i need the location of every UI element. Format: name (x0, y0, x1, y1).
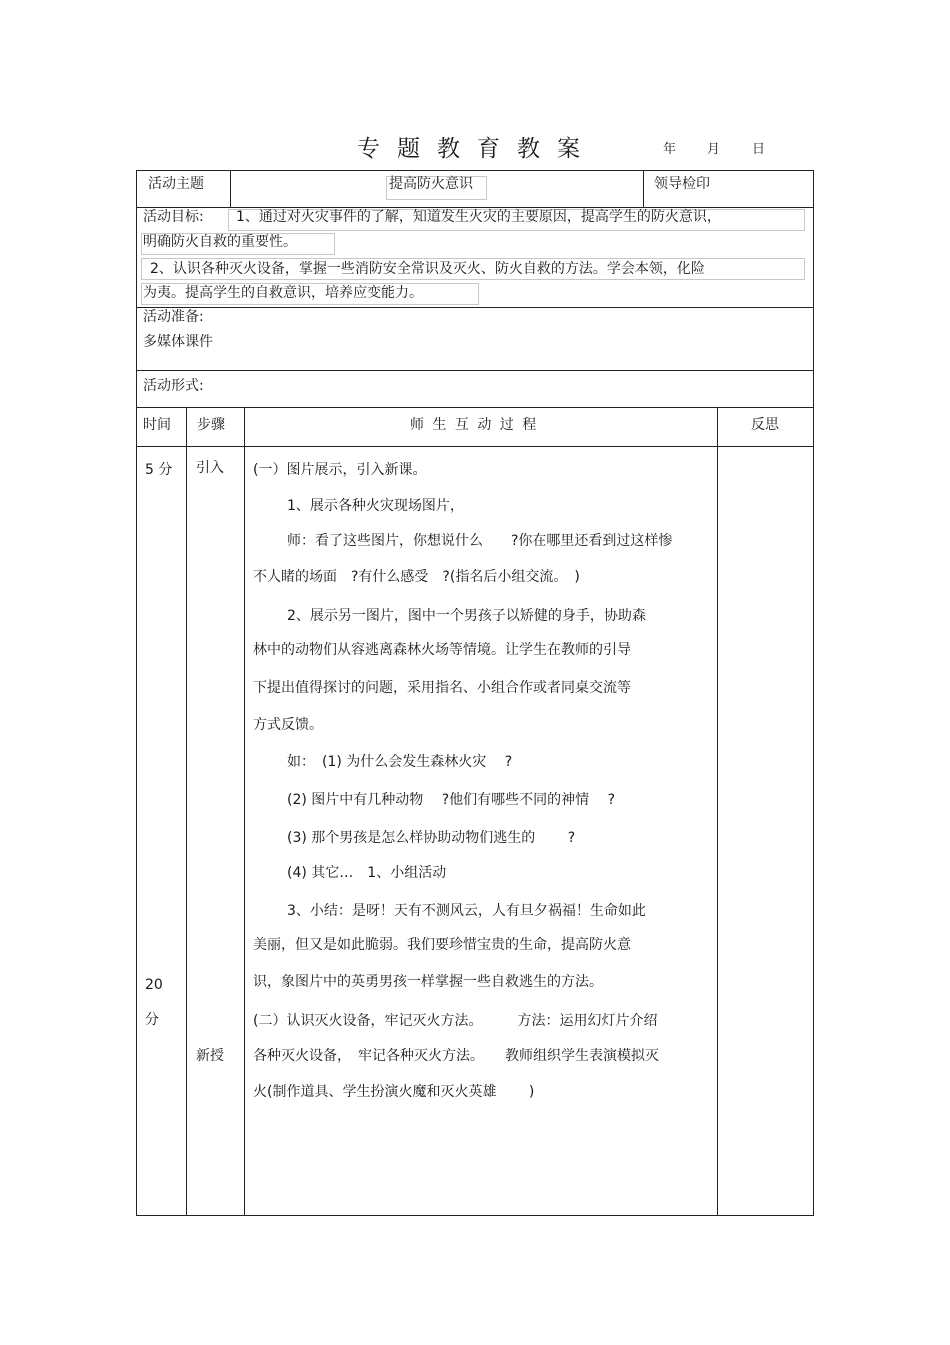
document-title: 专题教育教案 (357, 136, 597, 162)
process-line: (二）认识灭火设备，牢记灭火方法。 方法：运用幻灯片介绍 (253, 1013, 658, 1029)
process-line: 方式反馈。 (253, 717, 323, 733)
process-line: 识，象图片中的英勇男孩一样掌握一些自救逃生的方法。 (253, 974, 603, 990)
date-day-label: 日 (752, 142, 766, 157)
prep-value: 多媒体课件 (143, 334, 213, 350)
process-line: 各种灭火设备， 牢记各种灭火方法。 教师组织学生表演模拟灭 (253, 1048, 659, 1064)
process-line: 师：看了这些图片，你想说什么 ?你在哪里还看到过这样惨 (287, 533, 673, 549)
process-line: (2) 图片中有几种动物 ?他们有哪些不同的神情 ? (287, 792, 616, 808)
process-line: 林中的动物们从容逃离森林火场等情境。让学生在教师的引导 (253, 642, 631, 658)
process-line: (一）图片展示，引入新课。 (253, 462, 427, 478)
date-month-label: 月 (707, 142, 721, 157)
prep-label: 活动准备: (143, 309, 204, 325)
goal-2-line-2: 为夷。提高学生的自救意识，培养应变能力。 (143, 285, 423, 301)
goals-label: 活动目标: (143, 209, 204, 225)
process-line: (3) 那个男孩是怎么样协助动物们逃生的 ? (287, 830, 576, 846)
date-year-label: 年 (663, 142, 677, 157)
process-line: 2、展示另一图片，图中一个男孩子以矫健的身手，协助森 (287, 608, 646, 624)
time-cell-1: 5 分 (145, 462, 173, 478)
goal-1-line-1: 1、通过对火灾事件的了解，知道发生火灾的主要原因，提高学生的防火意识， (236, 209, 721, 225)
goal-2-line-1: 2、认识各种灭火设备，掌握一些消防安全常识及灭火、防火自救的方法。学会本领，化险 (150, 261, 705, 277)
time-cell-2-unit: 分 (145, 1012, 159, 1028)
process-line: 如： (1) 为什么会发生森林火灾 ? (287, 754, 513, 770)
leader-approval-label: 领导检印 (654, 176, 710, 192)
form-label: 活动形式: (143, 378, 204, 394)
step-cell-1: 引入 (196, 460, 224, 476)
process-line: 下提出值得探讨的问题，采用指名、小组合作或者同桌交流等 (253, 680, 631, 696)
topic-label: 活动主题 (148, 176, 204, 192)
process-line: 1、展示各种火灾现场图片， (287, 498, 464, 514)
process-line: 火(制作道具、学生扮演火魔和灭火英雄 ) (253, 1084, 535, 1100)
goal-1-line-2: 明确防火自救的重要性。 (143, 234, 297, 250)
process-line: (4) 其它… 1、小组活动 (287, 865, 447, 881)
process-line: 3、小结：是呀！天有不测风云，人有旦夕祸福！生命如此 (287, 903, 646, 919)
col-header-time: 时间 (143, 417, 171, 433)
process-line: 不人睹的场面 ?有什么感受 ?(指名后小组交流。 ) (253, 569, 580, 585)
topic-value: 提高防火意识 (389, 176, 473, 192)
step-cell-2: 新授 (196, 1048, 224, 1064)
col-header-reflect: 反思 (751, 417, 779, 433)
col-header-process: 师 生 互 动 过 程 (410, 417, 539, 433)
col-header-step: 步骤 (197, 417, 225, 433)
time-cell-2-number: 20 (145, 977, 163, 993)
process-line: 美丽，但又是如此脆弱。我们要珍惜宝贵的生命，提高防火意 (253, 937, 631, 953)
